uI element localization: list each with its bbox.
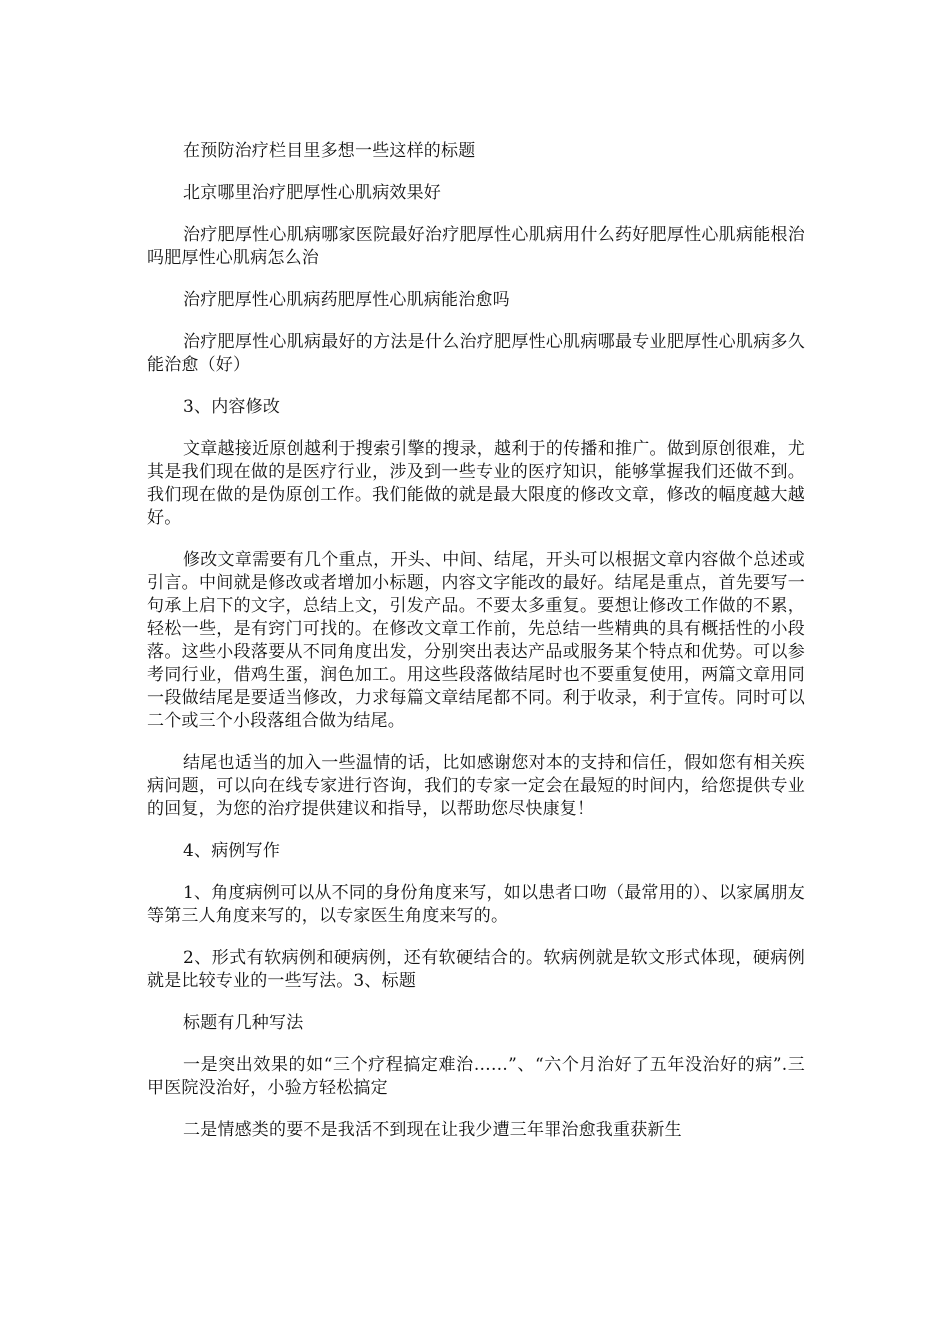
section-heading-content-revision: 3、内容修改 xyxy=(183,397,281,417)
paragraph-2: 北京哪里治疗肥厚性心肌病效果好 xyxy=(183,183,441,203)
paragraph-8: 修改文章需要有几个重点，开头、中间、结尾，开头可以根据文章内容做个总述或引言。中间就是修改或者增加小标题，内容文字能改的最好。结尾是重点，首先要写一句承上启下的文字，总结上文，引发产品。不要太多重复。要想让修改工作做的不累，轻松一些，是有窍门可找的。在修改文章工作前，先总结一些精典的具有概括性的小段落。这些小段落要从不同角度出发，分别突出表达产品或服务某个特点和优势。可以参考同行业，借鸡生蛋，润色加工。用这些段落做结尾时也不要重复使用，两篇文章用同一段做结尾是要适当修改，力求每篇文章结尾都不同。利于收录，利于宣传。同时可以二个或三个小段落组合做为结尾。 xyxy=(147,550,805,731)
paragraph-1: 在预防治疗栏目里多想一些这样的标题 xyxy=(183,141,476,161)
paragraph-3: 治疗肥厚性心肌病哪家医院最好治疗肥厚性心肌病用什么药好肥厚性心肌病能根治吗肥厚性心肌病怎么治 xyxy=(147,225,805,268)
section-heading-case-writing: 4、病例写作 xyxy=(183,841,281,861)
paragraph-4: 治疗肥厚性心肌病药肥厚性心肌病能治愈吗 xyxy=(183,290,510,310)
document-body xyxy=(147,140,805,1161)
paragraph-11: 1、角度病例可以从不同的身份角度来写，如以患者口吻（最常用的）、以家属朋友等第三人角度来写的，以专家医生角度来写的。 xyxy=(147,883,805,926)
paragraph-9: 结尾也适当的加入一些温情的话，比如感谢您对本的支持和信任，假如您有相关疾病问题，可以向在线专家进行咨询，我们的专家一定会在最短的时间内，给您提供专业的回复，为您的治疗提供建议和指导，以帮助您尽快康复！ xyxy=(147,753,805,819)
paragraph-13: 标题有几种写法 xyxy=(183,1013,304,1033)
paragraph-15: 二是情感类的要不是我活不到现在让我少遭三年罪治愈我重获新生 xyxy=(183,1120,682,1140)
paragraph-12: 2、形式有软病例和硬病例，还有软硬结合的。软病例就是软文形式体现，硬病例就是比较专业的一些写法。3、标题 xyxy=(147,948,805,991)
paragraph-5: 治疗肥厚性心肌病最好的方法是什么治疗肥厚性心肌病哪最专业肥厚性心肌病多久能治愈（好） xyxy=(147,332,805,375)
paragraph-14: 一是突出效果的如“三个疗程搞定难治……”、“六个月治好了五年没治好的病”.三甲医院没治好，小验方轻松搞定 xyxy=(147,1055,805,1098)
paragraph-7: 文章越接近原创越利于搜索引擎的搜录，越利于的传播和推广。做到原创很难，尤其是我们现在做的是医疗行业，涉及到一些专业的医疗知识，能够掌握我们还做不到。我们现在做的是伪原创工作。我们能做的就是最大限度的修改文章，修改的幅度越大越好。 xyxy=(147,439,805,528)
